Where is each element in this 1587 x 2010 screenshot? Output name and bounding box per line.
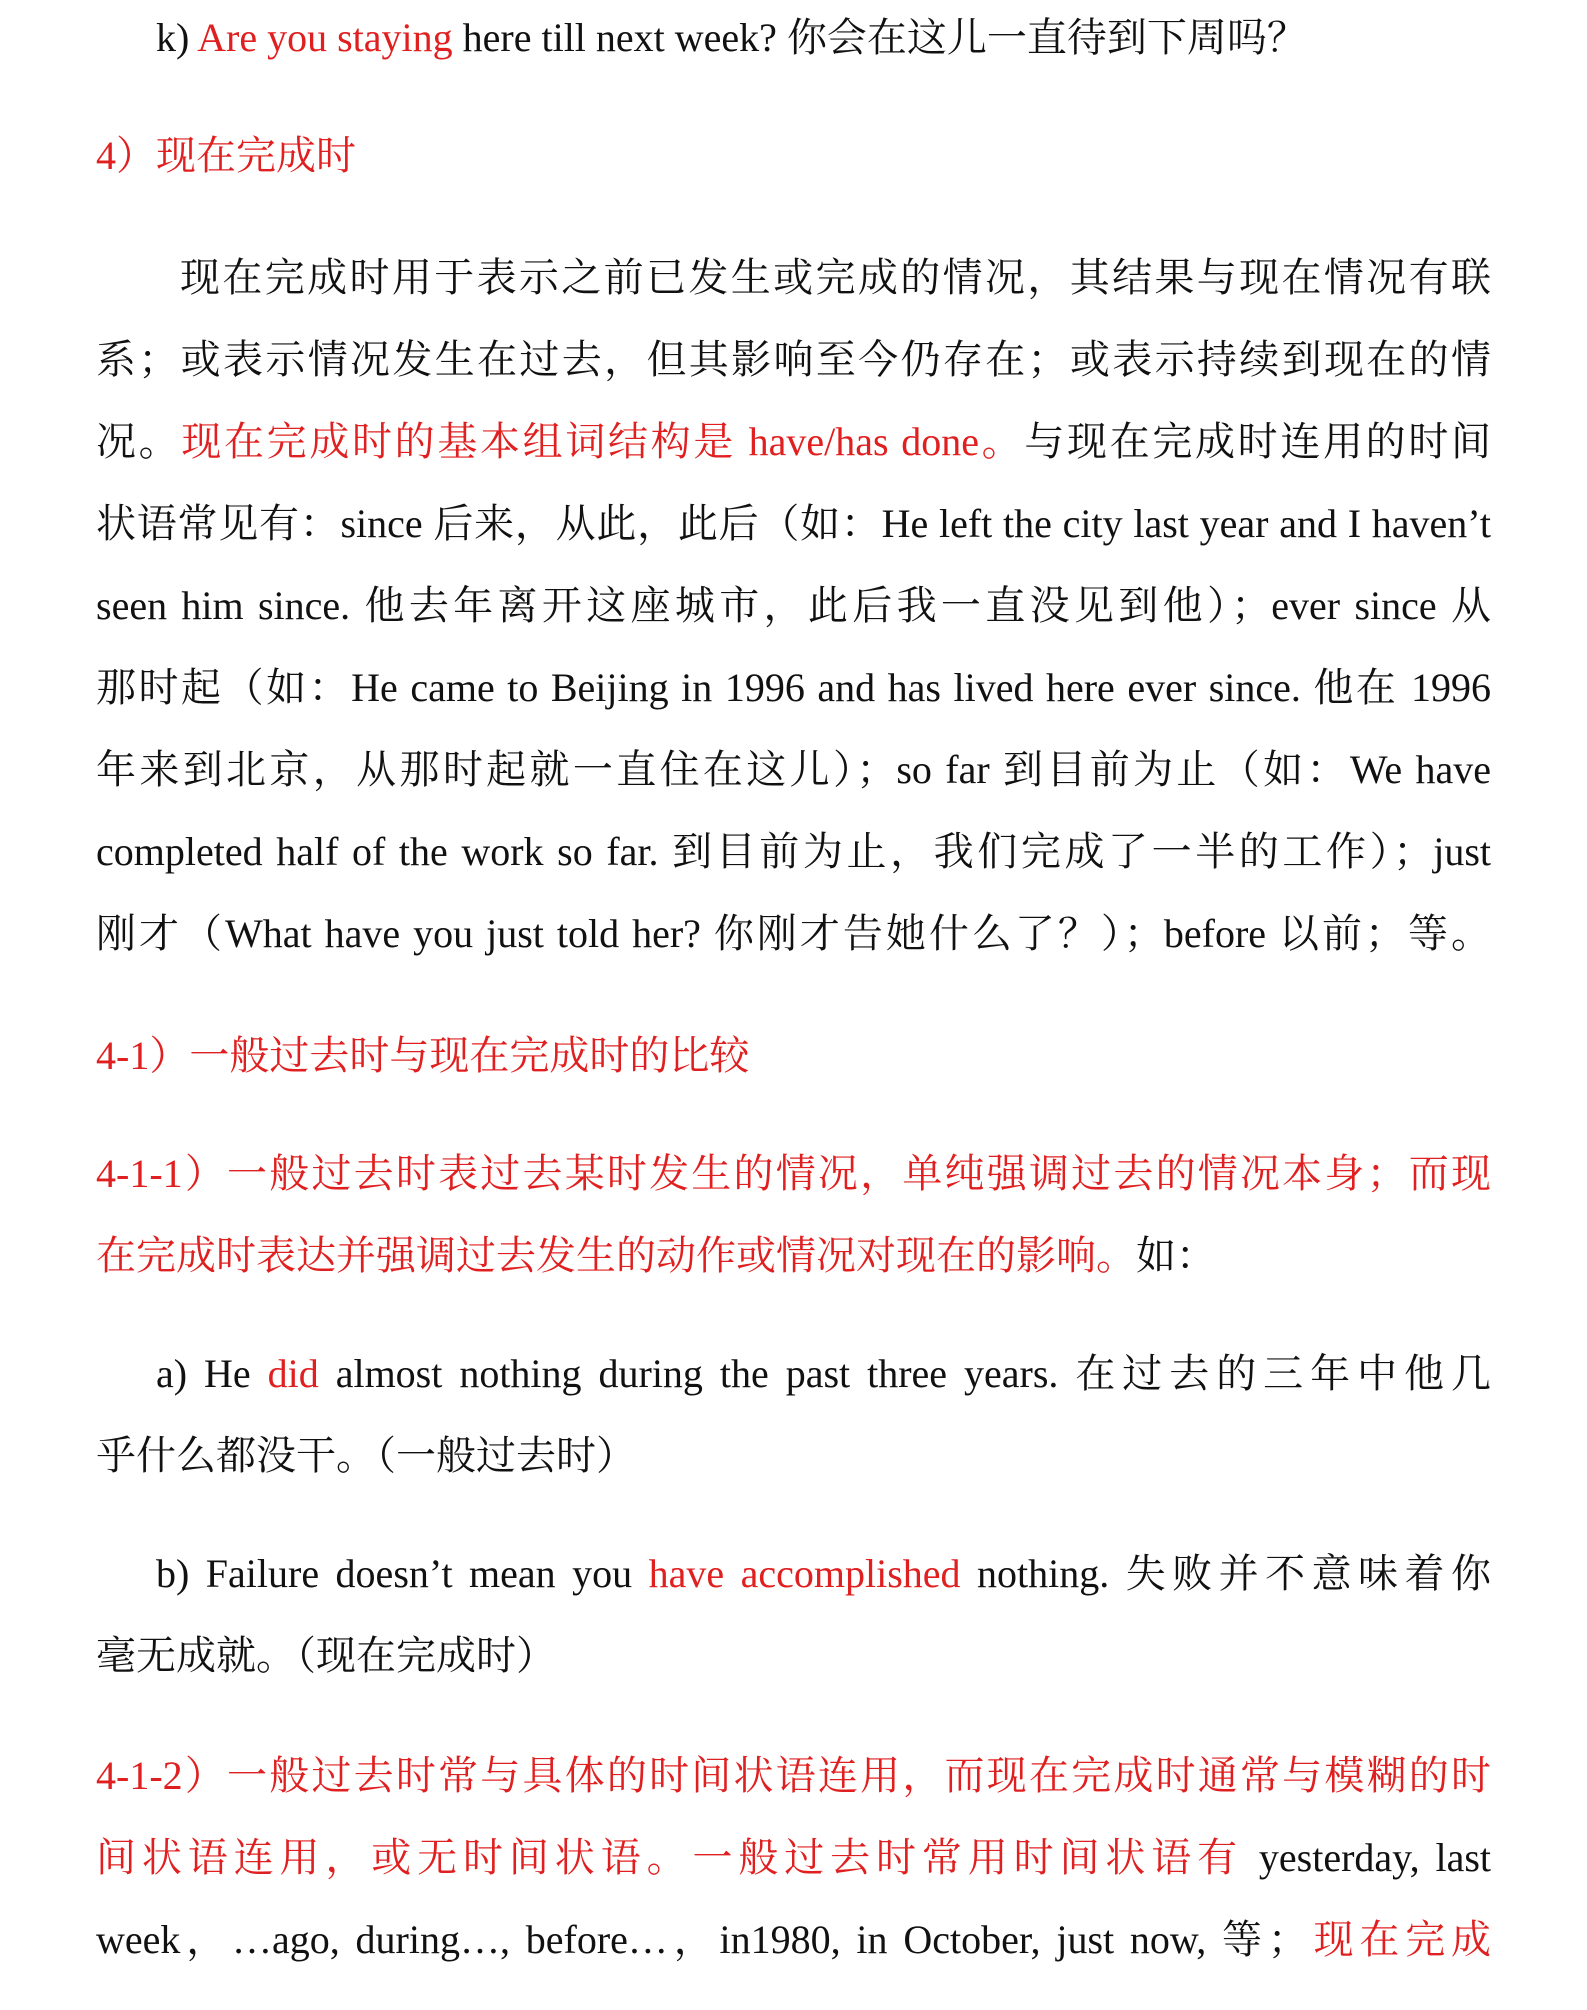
example-text: almost nothing during the past three years. 在过去的三年中他几: [318, 1351, 1491, 1396]
paragraph-line: [96, 418, 1491, 466]
example-line: [156, 1350, 1491, 1398]
paragraph-line: completed half of the work so far. 到目前为止，我们完成了一半的工作）；just: [96, 829, 1491, 874]
example-text: nothing. 失败并不意味着你: [960, 1551, 1491, 1596]
paragraph-line: 状语常见有：since 后来，从此，此后（如：He left the city last year and I haven’t: [96, 501, 1491, 546]
example-line: 乎什么都没干。（一般过去时）: [96, 1433, 636, 1478]
rule-line: 4-1-2）一般过去时常与具体的时间状语连用，而现在完成时通常与模糊的时: [96, 1753, 1491, 1798]
highlighted-verb: did: [267, 1351, 319, 1396]
example-sentence-k: [156, 14, 1491, 62]
paragraph-line: 现在完成时用于表示之前已发生或完成的情况，其结果与现在情况有联: [180, 255, 1491, 300]
rule-text: 间状语连用，或无时间状语。一般过去时常用时间状语有: [96, 1835, 1244, 1880]
example-text: a) He: [156, 1351, 268, 1396]
paragraph-line: seen him since. 他去年离开这座城市，此后我一直没见到他）；ever since 从: [96, 583, 1491, 628]
paragraph-line: 年来到北京，从那时起就一直住在这儿）；so far 到目前为止（如：We have: [96, 747, 1491, 792]
rule-line: [96, 1916, 1491, 1964]
section-heading: 4）现在完成时: [96, 133, 356, 178]
paragraph-line: 刚才（What have you just told her? 你刚才告她什么了？）；before 以前；等。: [96, 911, 1491, 956]
paragraph-text: 与现在完成时连用的时间: [1024, 419, 1492, 464]
example-line: [156, 1550, 1491, 1598]
rule-text: week，…ago, during…, before…，in1980, in October, just now, 等；: [96, 1917, 1308, 1962]
highlighted-verb: have accomplished: [648, 1551, 961, 1596]
example-marker: k): [156, 15, 198, 60]
rule-text: 现在完成: [1307, 1917, 1492, 1962]
paragraph-line: 系；或表示情况发生在过去，但其影响至今仍存在；或表示持续到现在的情: [96, 337, 1491, 382]
subsection-heading: 4-1）一般过去时与现在完成时的比较: [96, 1033, 750, 1078]
example-text: b) Failure doesn’t mean you: [156, 1551, 649, 1596]
paragraph-line: 那时起（如：He came to Beijing in 1996 and has lived here ever since. 他在 1996: [96, 665, 1491, 710]
rule-line: [96, 1834, 1491, 1882]
paragraph-text: 况。: [96, 419, 182, 464]
rule-line: [96, 1232, 1491, 1280]
highlighted-rule: 现在完成时的基本组词结构是 have/has done。: [181, 419, 1025, 464]
rule-text: 在完成时表达并强调过去发生的动作或情况对现在的影响。: [96, 1233, 1136, 1278]
example-line: 毫无成就。（现在完成时）: [96, 1633, 556, 1678]
rule-line: 4-1-1）一般过去时表过去某时发生的情况，单纯强调过去的情况本身；而现: [96, 1151, 1491, 1196]
rule-text: yesterday, last: [1243, 1835, 1492, 1880]
sentence-text: here till next week? 你会在这儿一直待到下周吗？: [452, 15, 1307, 60]
highlighted-phrase: Are you staying: [197, 15, 453, 60]
rule-text: 如：: [1136, 1233, 1216, 1278]
